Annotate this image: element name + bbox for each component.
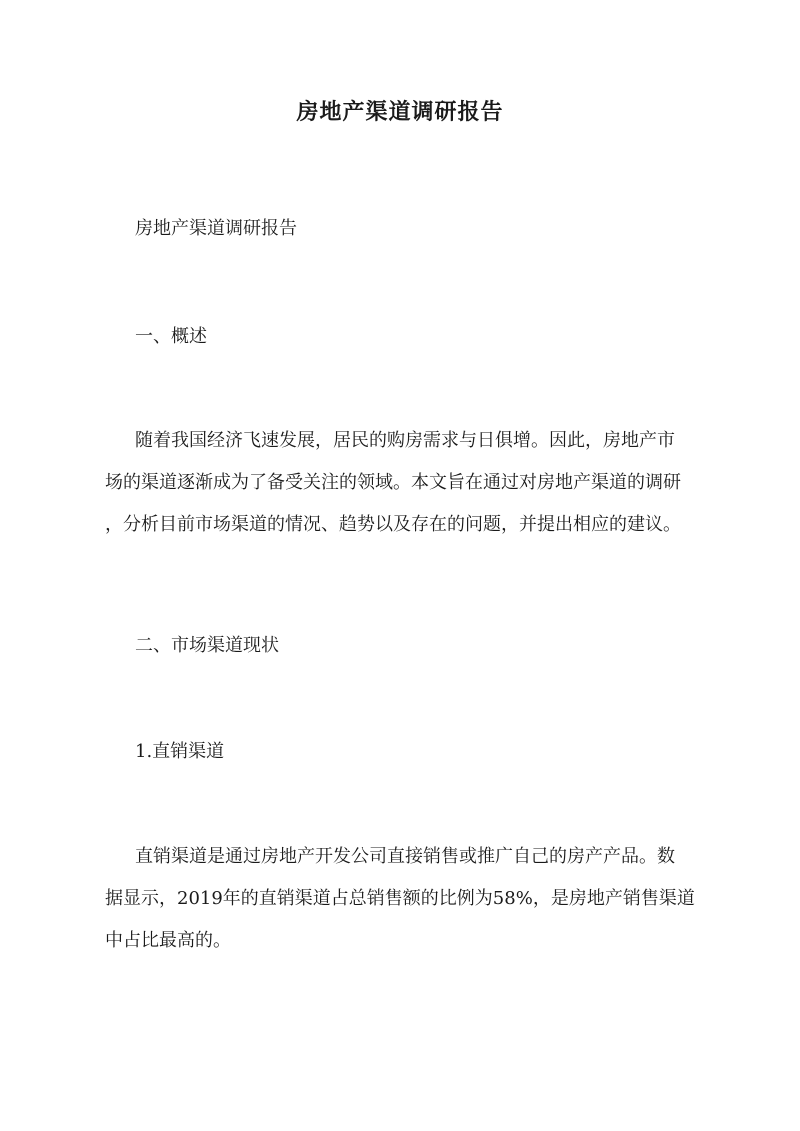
paragraph-line: 直销渠道是通过房地产开发公司直接销售或推广自己的房产产品。数: [135, 846, 675, 867]
paragraph-line: 据显示，2019年的直销渠道占总销售额的比例为58%，是房地产销售渠道: [105, 888, 695, 909]
overview-paragraph: [105, 420, 705, 546]
document-title: 房地产渠道调研报告: [296, 99, 504, 125]
subsection-heading-direct-sales: 1.直销渠道: [135, 741, 225, 762]
paragraph-line: ，分析目前市场渠道的情况、趋势以及存在的问题，并提出相应的建议。: [105, 514, 681, 535]
paragraph-line: 场的渠道逐渐成为了备受关注的领域。本文旨在通过对房地产渠道的调研: [105, 472, 681, 493]
paragraph-line: 中占比最高的。: [105, 930, 231, 951]
section-heading-overview: 一、概述: [135, 326, 207, 347]
paragraph-line: 随着我国经济飞速发展，居民的购房需求与日俱增。因此，房地产市: [135, 430, 675, 451]
direct-sales-paragraph: [105, 836, 705, 962]
section-heading-market-channels: 二、市场渠道现状: [135, 635, 279, 656]
document-subtitle: 房地产渠道调研报告: [135, 218, 297, 239]
